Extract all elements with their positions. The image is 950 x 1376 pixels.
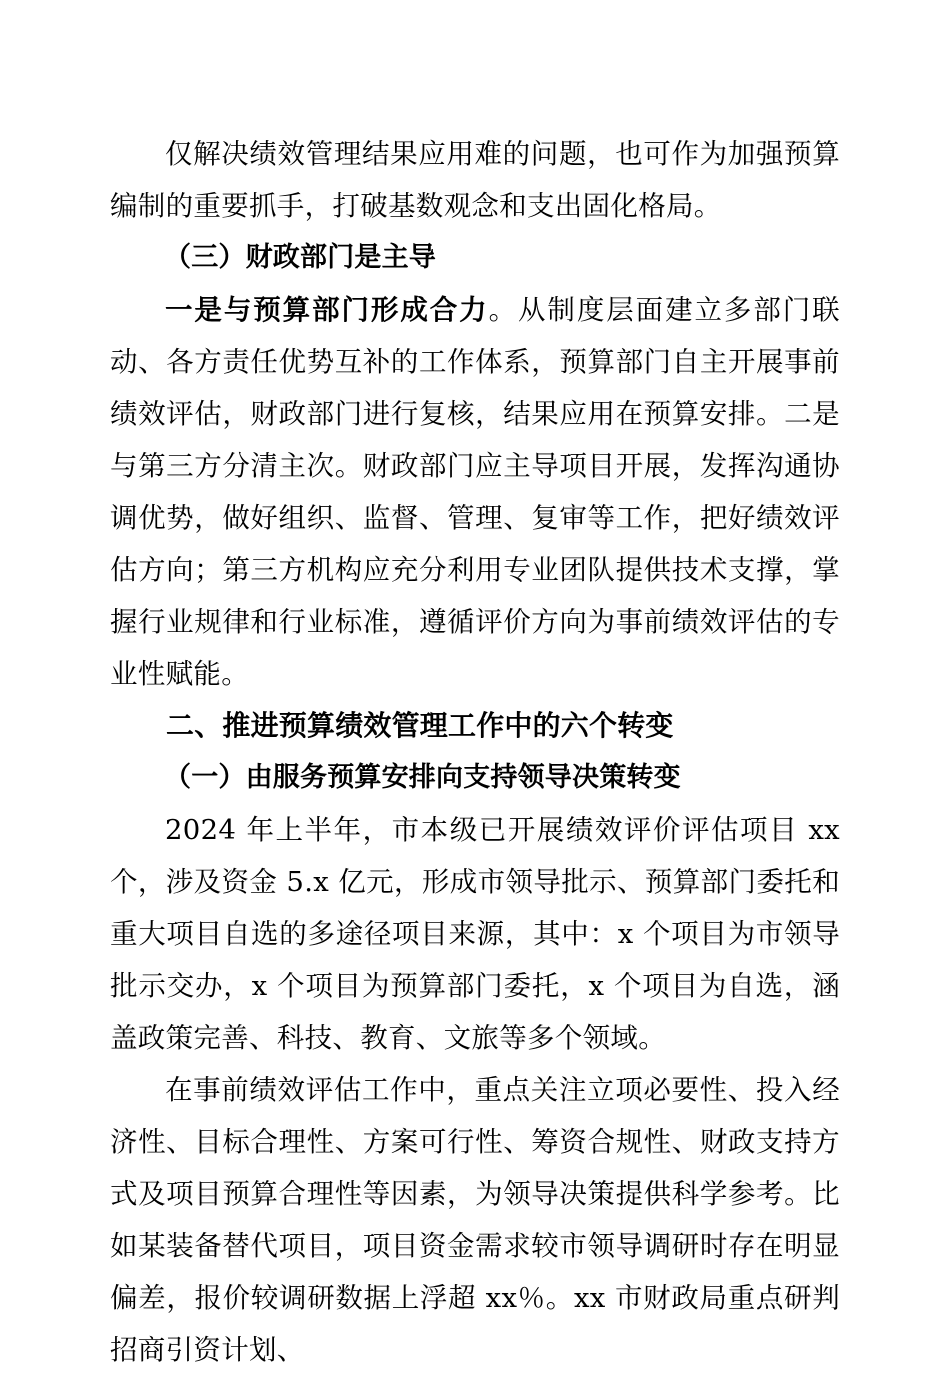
heading-two-one: （一）由服务预算安排向支持领导决策转变 <box>164 762 681 793</box>
paragraph-body-one <box>110 284 840 700</box>
paragraph-lead-phrase: 一是与预算部门形成合力 <box>165 294 489 326</box>
paragraph-body-one-text: 。从制度层面建立多部门联动、各方责任优势互补的工作体系，预算部门自主开展事前绩效评估，财政部门进行复核，结果应用在预算安排。二是与第三方分清主次。财政部门应主导项目开展，发挥沟通协调优势，做好组织、监督、管理、复审等工作，把好绩效评估方向；第三方机构应充分利用专业团队提供技术支撑，掌握行业规律和行业标准，遵循评价方向为事前绩效评估的专业性赋能。 <box>110 294 840 690</box>
paragraph-continued: 仅解决绩效管理结果应用难的问题，也可作为加强预算编制的重要抓手，打破基数观念和支出固化格局。 <box>110 138 840 222</box>
paragraph-body-three: 在事前绩效评估工作中，重点关注立项必要性、投入经济性、目标合理性、方案可行性、筹资合规性、财政支持方式及项目预算合理性等因素，为领导决策提供科学参考。比如某装备替代项目，项目资金需求较市领导调研时存在明显偏差，报价较调研数据上浮超 xx％。xx 市财政局重点研判招商引资计划、 <box>110 1074 840 1366</box>
paragraph-body-two: 2024 年上半年，市本级已开展绩效评价评估项目 xx 个，涉及资金 5.x 亿元，形成市领导批示、预算部门委托和重大项目自选的多途径项目来源，其中：x 个项目为市领导批示交办，x 个项目为预算部门委托，x 个项目为自选，涵盖政策完善、科技、教育、文旅等多个领域。 <box>110 814 840 1054</box>
heading-three-finance-department: （三）财政部门是主导 <box>164 242 436 273</box>
document-body <box>110 128 840 1376</box>
heading-section-two: 二、推进预算绩效管理工作中的六个转变 <box>166 709 674 742</box>
